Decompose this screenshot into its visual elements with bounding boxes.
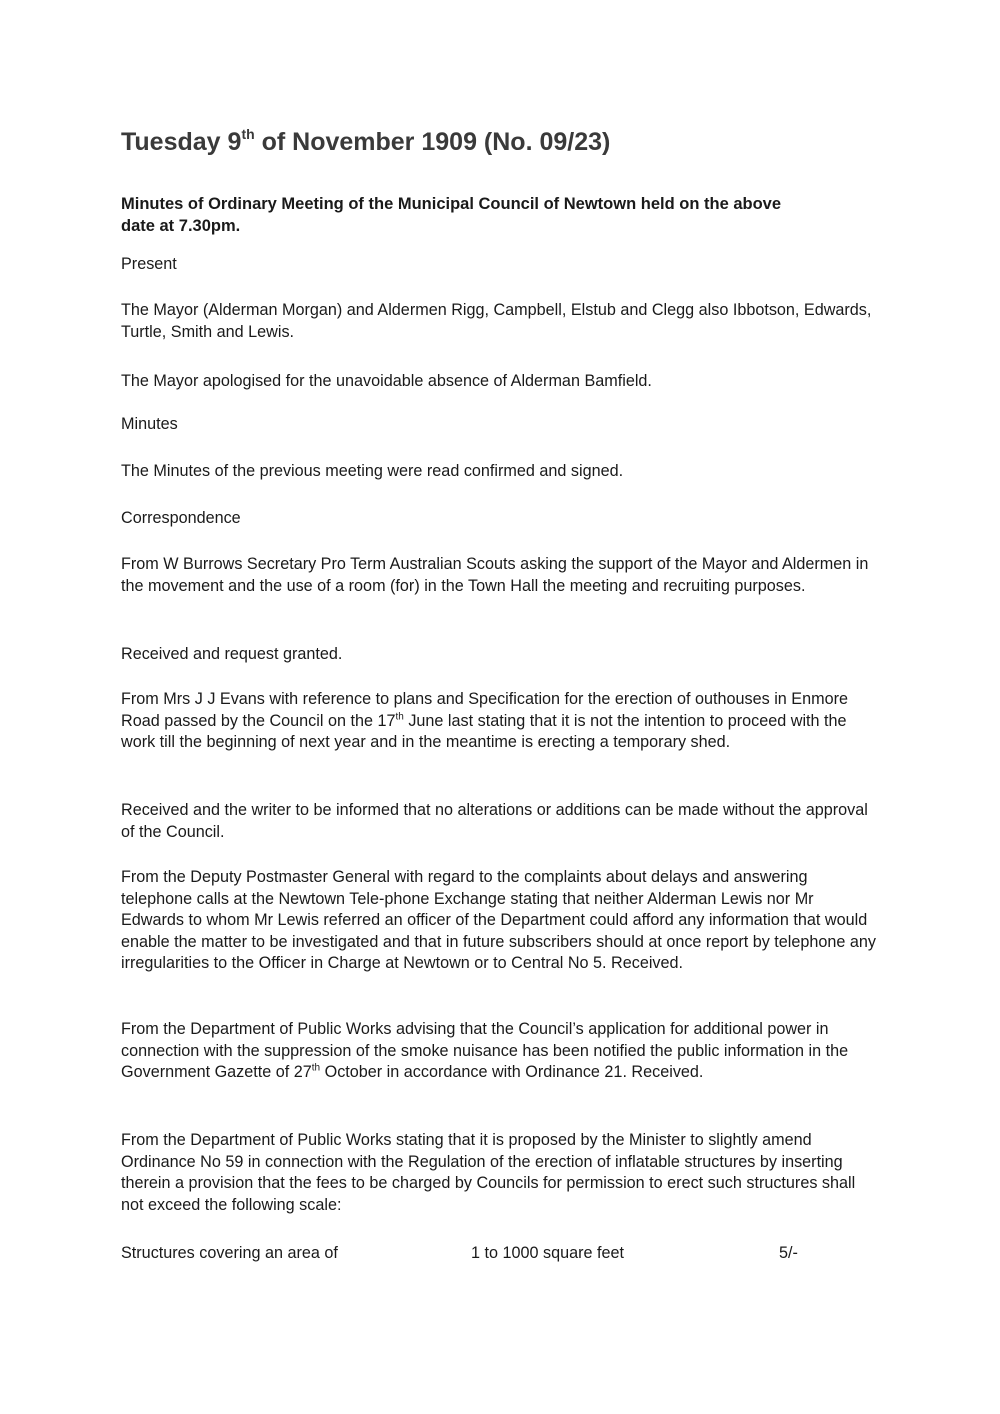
minutes-text: The Minutes of the previous meeting were read confirmed and signed. [121, 462, 624, 480]
present-text: The Mayor (Alderman Morgan) and Aldermen Rigg, Campbell, Elstub and Clegg also Ibbotson, Edwards, Turtle, Smith and Lewis. [121, 301, 872, 341]
postmaster-letter: From the Deputy Postmaster General with regard to the complaints about delays and answering telephone calls at the Newtown Tele-phone Exchange stating that neither Alderman Lewis nor Mr Edwards to whom Mr Lewis referred an officer of the Department could afford any information that would enable the matter to be investigated and that in future subscribers should at once report by telephone any irregularities to the Officer in Charge at Newtown or to Central No 5. Received. [121, 868, 877, 972]
burrows-outcome: Received and request granted. [121, 645, 343, 663]
fee-scale-label: Structures covering an area of [121, 1244, 338, 1262]
fee-scale-amount: 5/- [779, 1244, 798, 1262]
public-works-letter-1: From the Department of Public Works advising that the Council’s application for additional power in connection with the suppression of the smoke nuisance has been notified the public information in the Government Gazette of 27th October in accordance with Ordinance 21. Received. [121, 1020, 849, 1081]
fee-scale-range: 1 to 1000 square feet [471, 1244, 624, 1262]
meeting-heading: Minutes of Ordinary Meeting of the Municipal Council of Newtown held on the above date at 7.30pm. [121, 195, 782, 235]
page-title: Tuesday 9th of November 1909 (No. 09/23) [121, 125, 611, 156]
burrows-letter: From W Burrows Secretary Pro Term Australian Scouts asking the support of the Mayor and Aldermen in the movement and the use of a room (for) in the Town Hall the meeting and recruiting purposes. [121, 555, 869, 595]
evans-outcome: Received and the writer to be informed that no alterations or additions can be made without the approval of the Council. [121, 801, 868, 841]
fee-scale-row [0, 1243, 1000, 1265]
minutes-label: Minutes [121, 415, 178, 433]
evans-letter: From Mrs J J Evans with reference to plans and Specification for the erection of outhouses in Enmore Road passed by the Council on the 17th June last stating that it is not the intention to proceed with the work till the beginning of next year and in the meantime is erecting a temporary shed. [121, 690, 848, 751]
public-works-letter-2: From the Department of Public Works stating that it is proposed by the Minister to slightly amend Ordinance No 59 in connection with the Regulation of the erection of inflatable structures by inserting therein a provision that the fees to be charged by Councils for permission to erect such structures shall not exceed the following scale: [121, 1131, 856, 1214]
apology-text: The Mayor apologised for the unavoidable absence of Alderman Bamfield. [121, 372, 652, 390]
present-label: Present [121, 255, 177, 273]
correspondence-label: Correspondence [121, 509, 241, 527]
